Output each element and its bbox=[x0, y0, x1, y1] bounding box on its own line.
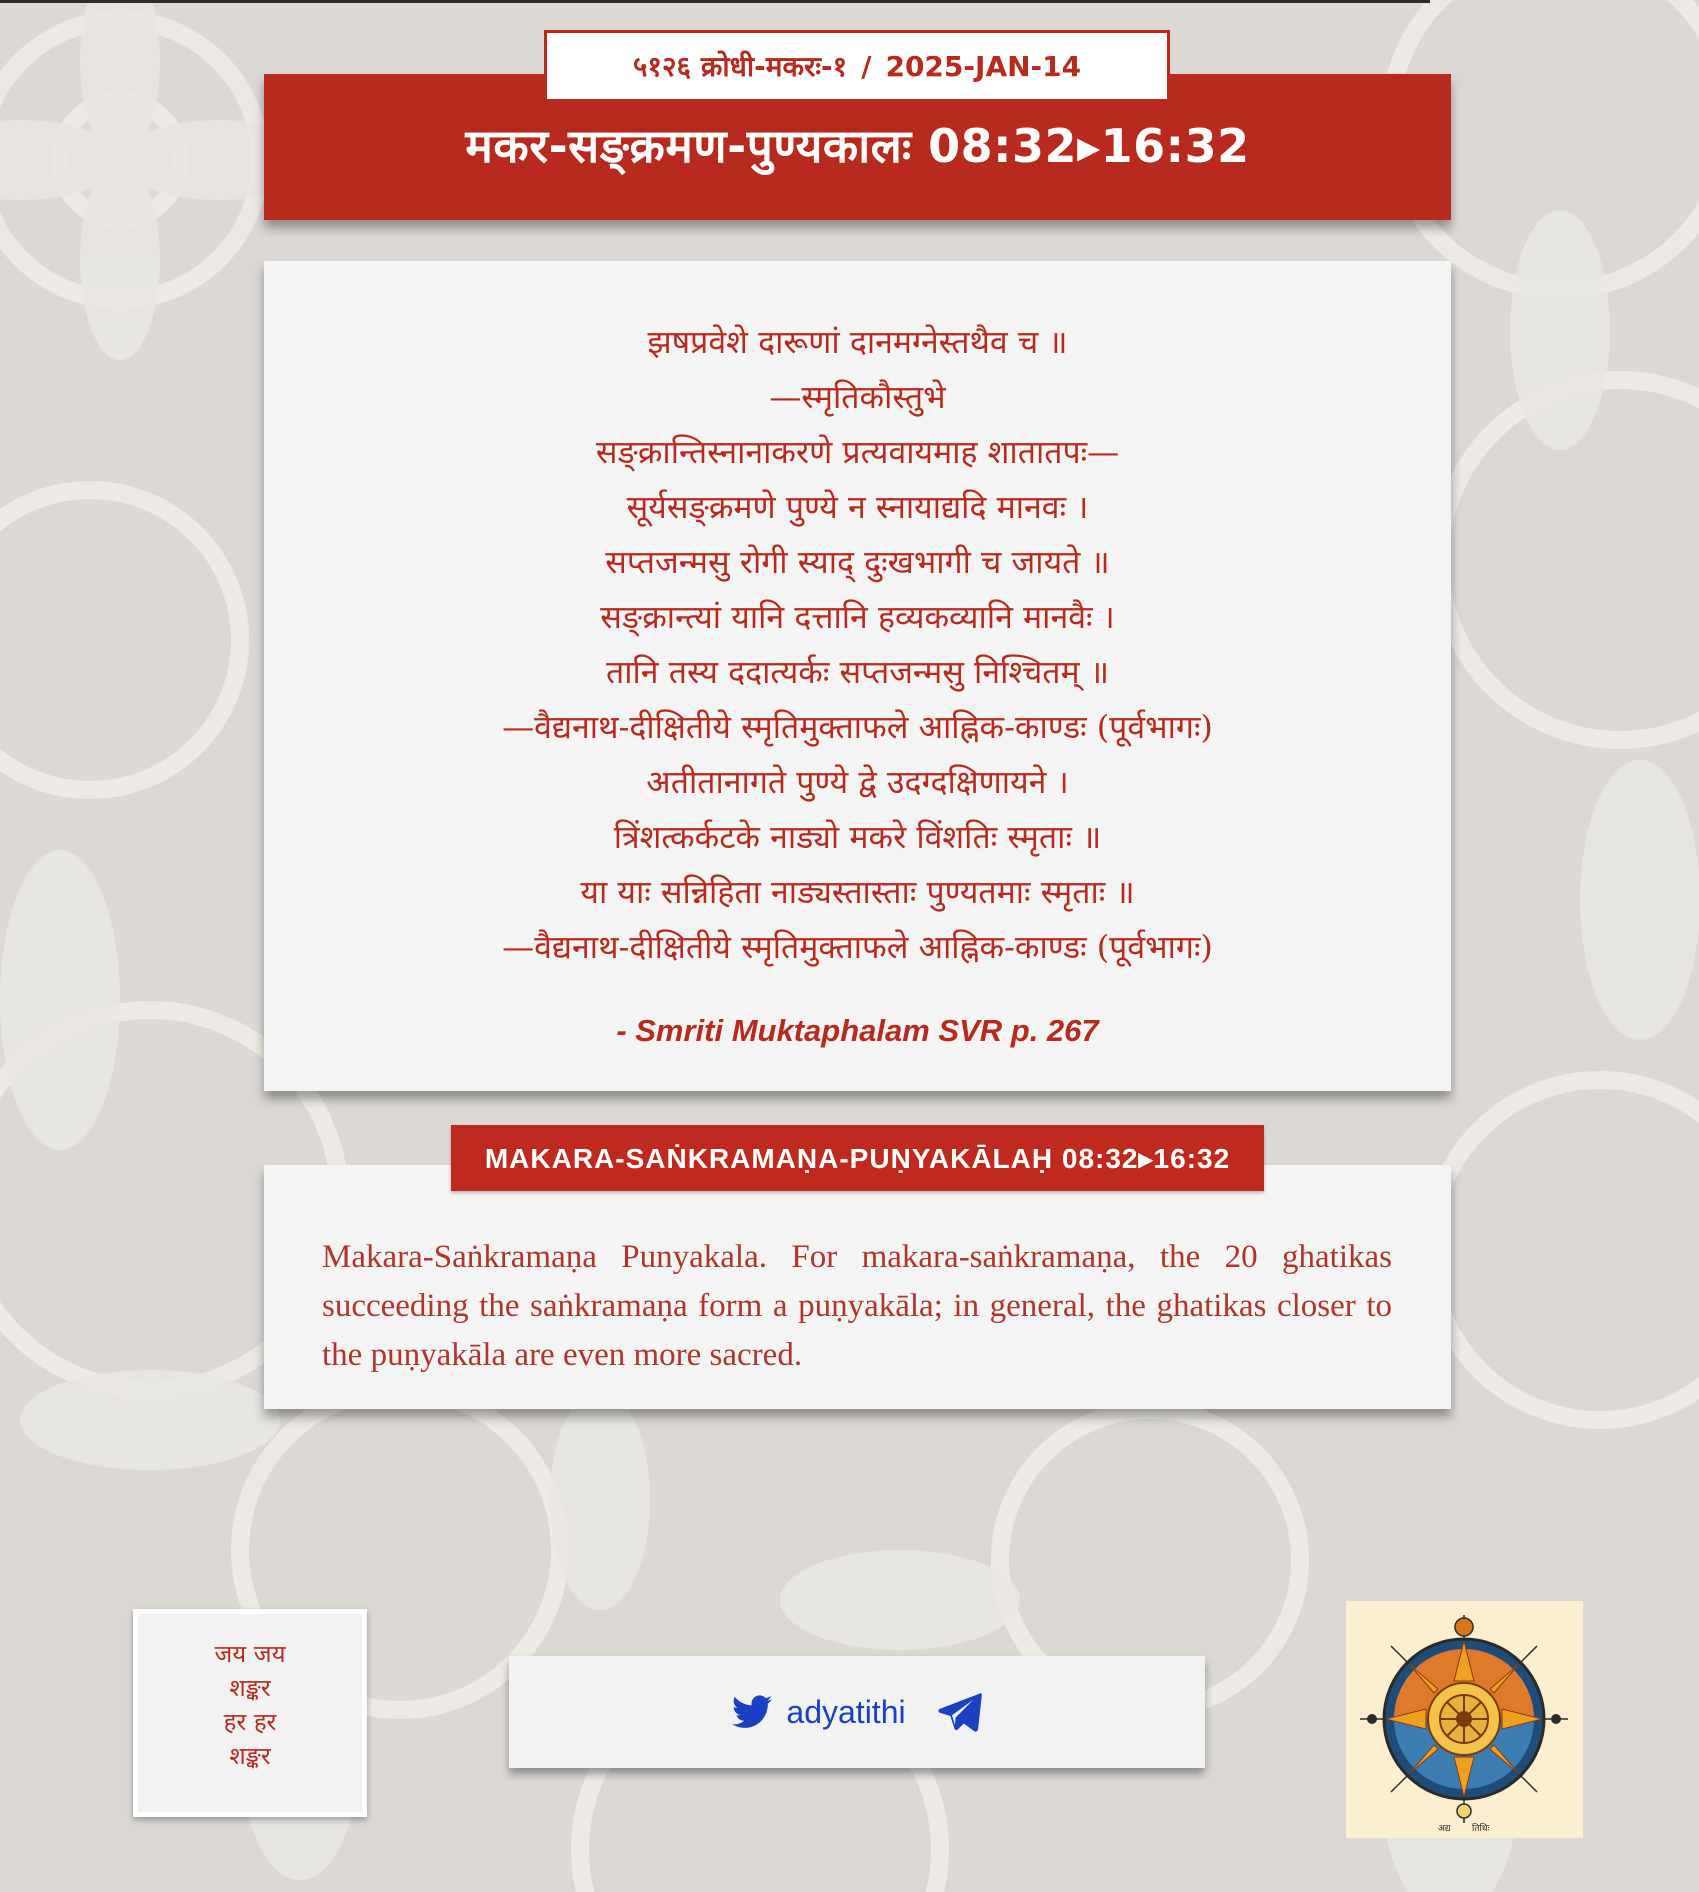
social-handle[interactable]: adyatithi bbox=[786, 1693, 906, 1730]
citation: - Smriti Muktaphalam SVR p. 267 bbox=[616, 1013, 1099, 1048]
gregorian-date: 2025-JAN-14 bbox=[885, 49, 1082, 83]
social-box bbox=[509, 1656, 1205, 1768]
verse-line: —वैद्यनाथ-दीक्षितीये स्मृतिमुक्ताफले आह्निक-काण्डः (पूर्वभागः) bbox=[502, 708, 1213, 746]
verse-line: —स्मृतिकौस्तुभे bbox=[769, 378, 946, 416]
verse-line: सङ्क्रान्त्यां यानि दत्तानि हव्यकव्यानि मानवैः । bbox=[600, 598, 1115, 636]
verse-line: त्रिंशत्कर्कटके नाड्यो मकरे विंशतिः स्मृताः ॥ bbox=[613, 818, 1102, 856]
vedic-date: ५१२६ क्रोधी-मकरः-१ bbox=[632, 50, 848, 83]
verse-line: या याः सन्निहिता नाड्यस्तास्ताः पुण्यतमाः स्मृताः ॥ bbox=[580, 873, 1135, 911]
jaya-text bbox=[214, 1637, 285, 1789]
info-text: Makara-Saṅkramaṇa Punyakala. For makara-saṅkramaṇa, the 20 ghatikas succeeding the saṅkramaṇa form a puṇyakāla; in general, the ghatikas closer to the puṇyakāla are even more sacred. bbox=[322, 1239, 1392, 1373]
verse-list bbox=[264, 315, 1451, 975]
date-tag bbox=[544, 30, 1170, 102]
verse-line: सप्तजन्मसु रोगी स्याद् दुःखभागी च जायते ॥ bbox=[605, 543, 1110, 581]
twitter-icon[interactable] bbox=[732, 1695, 772, 1729]
jaya-line: जय जय bbox=[214, 1640, 286, 1668]
logo-caption-right: तिथिः bbox=[1472, 1824, 1490, 1834]
verse-line: सूर्यसङ्क्रमणे पुण्ये न स्नायाद्यदि मानवः । bbox=[626, 488, 1089, 526]
verse-card bbox=[264, 261, 1451, 1091]
jaya-line: शङ्कर bbox=[229, 1742, 271, 1770]
jaya-shankara-box bbox=[133, 1609, 367, 1817]
adyatithi-logo bbox=[1346, 1601, 1583, 1838]
info-label: MAKARA-SAṄKRAMAṆA-PUṆYAKĀLAḤ 08:32▸16:32 bbox=[451, 1125, 1264, 1191]
jaya-line: हर हर bbox=[223, 1708, 277, 1736]
verse-line: अतीतानागते पुण्ये द्वे उदग्दक्षिणायने । bbox=[646, 763, 1069, 801]
verse-line: —वैद्यनाथ-दीक्षितीये स्मृतिमुक्ताफले आह्निक-काण्डः (पूर्वभागः) bbox=[502, 928, 1213, 966]
top-divider bbox=[0, 0, 1430, 3]
telegram-icon[interactable] bbox=[938, 1692, 982, 1732]
verse-line: झषप्रवेशे दारूणां दानमग्नेस्तथैव च ॥ bbox=[647, 323, 1068, 361]
page-title: मकर-सङ्क्रमण-पुण्यकालः 08:32▸16:32 bbox=[465, 119, 1250, 173]
verse-line: तानि तस्य ददात्यर्कः सप्तजन्मसु निश्चितम् ॥ bbox=[605, 653, 1110, 691]
jaya-line: शङ्कर bbox=[229, 1674, 271, 1702]
logo-caption-left: अद्य bbox=[1438, 1824, 1451, 1834]
info-card bbox=[264, 1165, 1451, 1409]
date-separator: / bbox=[861, 49, 872, 83]
verse-line: सङ्क्रान्तिस्नानाकरणे प्रत्यवायमाह शातातपः— bbox=[595, 433, 1120, 471]
